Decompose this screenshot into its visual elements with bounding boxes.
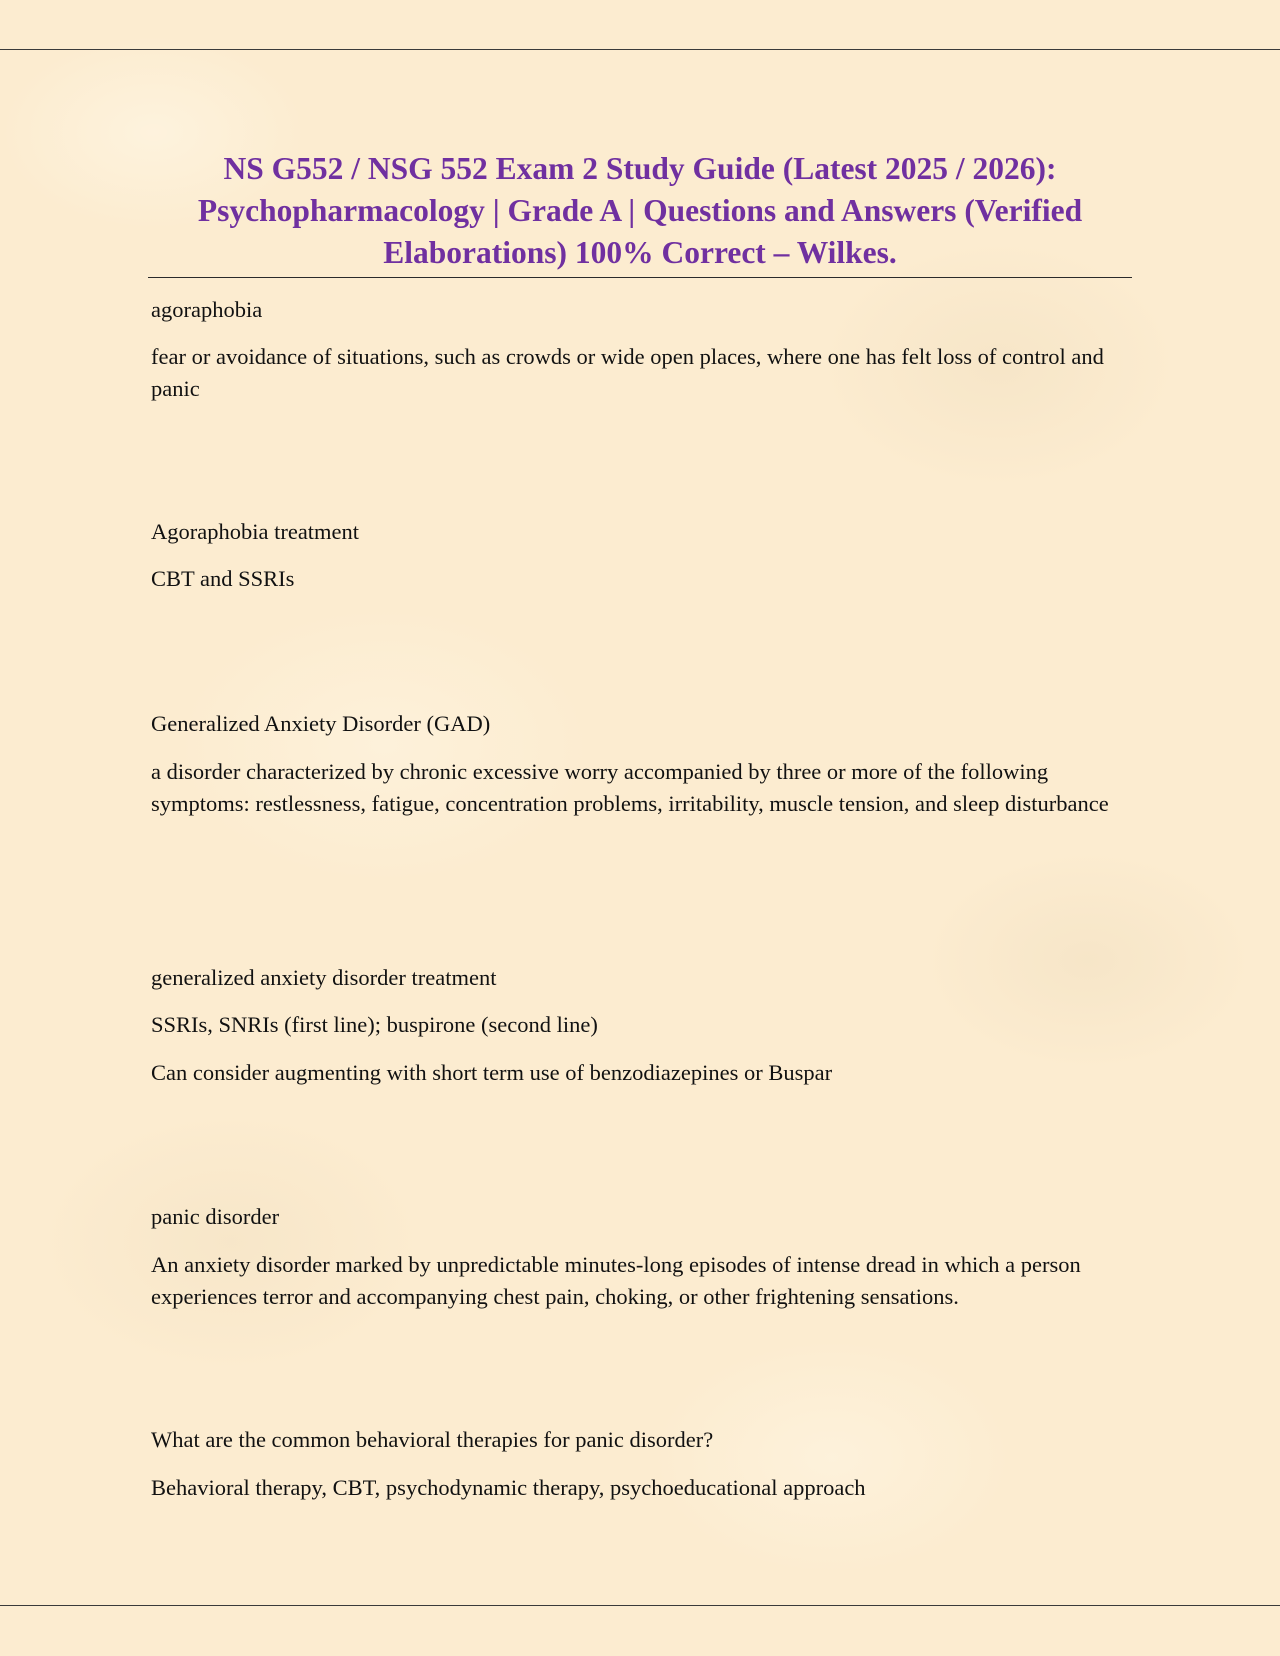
card-definition: Can consider augmenting with short term use of benzodiazepines or Buspar <box>151 1060 833 1085</box>
title-underline <box>148 277 1132 278</box>
card-definition: CBT and SSRIs <box>151 566 295 591</box>
card-definition: a disorder characterized by chronic excessive worry accompanied by three or more of the following symptoms: restlessness, fatigue, concentration problems, irritability, muscle tension, and sleep disturbance <box>151 759 1109 816</box>
card-term: Generalized Anxiety Disorder (GAD) <box>151 711 491 736</box>
card-definition: An anxiety disorder marked by unpredictable minutes-long episodes of intense dread in which a person experiences terror and accompanying chest pain, choking, or other frightening sensations. <box>151 1252 1081 1309</box>
card-definition: Behavioral therapy, CBT, psychodynamic therapy, psychoeducational approach <box>151 1475 866 1500</box>
card-definition: fear or avoidance of situations, such as crowds or wide open places, where one has felt loss of control and panic <box>151 344 1104 401</box>
card-term: Agoraphobia treatment <box>151 519 360 544</box>
card-term: agoraphobia <box>151 297 263 322</box>
document-title: NS G552 / NSG 552 Exam 2 Study Guide (Latest 2025 / 2026): Psychopharmacology | Grade A | Questions and Answers (Verified Elaborations) 100% Correct – Wilkes. <box>197 151 1083 270</box>
page-top-rule <box>0 49 1280 50</box>
page-bottom-rule <box>0 1605 1280 1606</box>
card-definition: SSRIs, SNRIs (first line); buspirone (second line) <box>151 1012 598 1037</box>
card-term: panic disorder <box>151 1204 280 1229</box>
card-term: What are the common behavioral therapies for panic disorder? <box>151 1427 714 1452</box>
card-term: generalized anxiety disorder treatment <box>151 965 497 990</box>
